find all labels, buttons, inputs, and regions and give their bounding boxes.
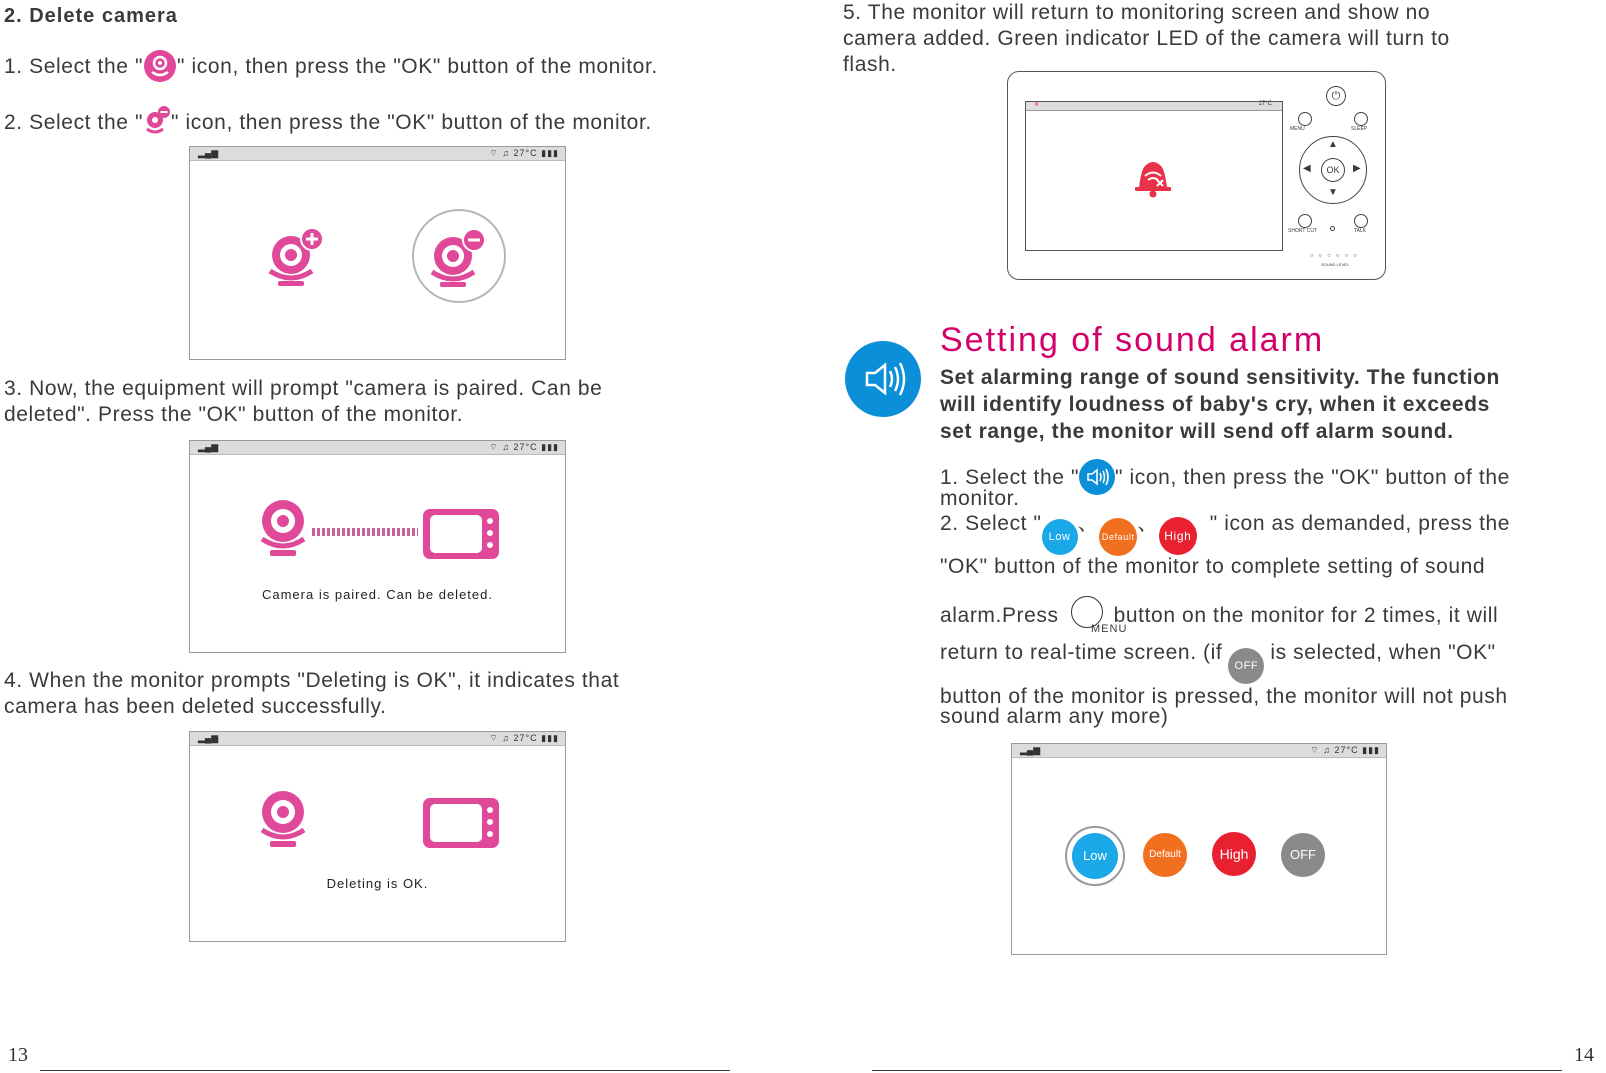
talk-button[interactable] [1354, 214, 1368, 228]
step-2-text [4, 105, 652, 136]
step-5-line-2: camera added. Green indicator LED of the camera will turn to [843, 27, 1450, 50]
status-bar [190, 147, 565, 161]
monitor-screen-paired [189, 440, 566, 653]
battery-icon: ▮▮▮ [541, 148, 559, 158]
step-3-line-2: deleted". Press the "OK" button of the monitor. [4, 403, 464, 426]
menu-label: MENU [1290, 126, 1305, 132]
section-title-sound-alarm: Setting of sound alarm [940, 321, 1325, 359]
camera-icon [258, 790, 308, 853]
sound-step-2-b: " icon as demanded, press the [1209, 512, 1511, 535]
step-5-line-1: 5. The monitor will return to monitoring screen and show no [843, 1, 1431, 24]
step-1-text [4, 50, 658, 82]
temperature: 27°C [513, 733, 538, 743]
step-4-line-1: 4. When the monitor prompts "Deleting is OK", it indicates that [4, 669, 620, 692]
arrow-down-icon[interactable]: ▼ [1328, 187, 1338, 198]
sound-step-2-line-3 [940, 596, 1498, 629]
talk-label: TALK [1354, 228, 1367, 234]
arrow-up-icon[interactable]: ▲ [1328, 139, 1338, 150]
low-button[interactable]: Low [1072, 833, 1118, 879]
deleted-caption: Deleting is OK. [326, 876, 429, 891]
sound-step-1-line-2: monitor. [940, 487, 1020, 510]
status-bar [1012, 744, 1386, 758]
pairing-link-icon [312, 528, 418, 536]
intro-paragraph [940, 364, 1500, 445]
default-button[interactable]: Default [1143, 833, 1187, 877]
music-icon: ♫ [1323, 745, 1331, 755]
temperature: 27°C [513, 442, 538, 452]
display-temp: 27°C [1258, 101, 1272, 107]
separator-2: 、 [1137, 512, 1159, 535]
sound-alarm-icon [845, 341, 921, 417]
ok-button[interactable]: OK [1321, 158, 1345, 182]
signal-icon: ▂▄▆ [198, 733, 219, 743]
low-option-icon: Low [1042, 519, 1078, 555]
status-bar [190, 441, 565, 455]
off-option-icon: OFF [1228, 648, 1264, 684]
status-bar [190, 732, 565, 746]
sound-step-1-a: 1. Select the " [940, 466, 1080, 489]
paired-caption: Camera is paired. Can be deleted. [261, 587, 493, 602]
footer-rule-right [872, 1070, 1562, 1071]
sound-step-2-l4b: is selected, when "OK" [1270, 641, 1496, 664]
high-option-icon: High [1159, 517, 1197, 555]
baby-monitor-device [1007, 71, 1386, 280]
intro-line-1: Set alarming range of sound sensitivity. The function [940, 366, 1500, 389]
monitor-screen-add-remove [189, 146, 566, 360]
sound-step-2-line-1 [940, 511, 1510, 556]
music-icon: ♫ [502, 442, 510, 452]
step-5-line-3: flash. [843, 53, 897, 76]
step-1-text-b: " icon, then press the "OK" button of the monitor. [177, 55, 658, 78]
sound-level-leds: ○○○○○○ [1310, 253, 1362, 259]
temperature: 27°C [1334, 745, 1359, 755]
display-status-bar [1026, 102, 1282, 111]
sound-step-2-l3a: alarm.Press [940, 604, 1059, 627]
step-1-text-a: 1. Select the " [4, 55, 144, 78]
sleep-button[interactable] [1354, 112, 1368, 126]
monitor-device-icon [421, 796, 501, 855]
speaker-icon [1079, 459, 1115, 495]
sound-step-2-l3b: button on the monitor for 2 times, it will [1113, 604, 1499, 627]
page-number-right: 14 [1574, 1044, 1594, 1066]
footer-rule-left [40, 1070, 730, 1071]
battery-icon: ▮▮▮ [1362, 745, 1380, 755]
camera-settings-icon [143, 50, 177, 82]
arrow-left-icon[interactable]: ◀ [1303, 163, 1311, 174]
off-button[interactable]: OFF [1281, 833, 1325, 877]
menu-button-label: MENU [1091, 623, 1128, 635]
wifi-icon: ⌔ [1310, 745, 1320, 755]
page-number-left: 13 [8, 1044, 28, 1066]
temperature: 27°C [513, 148, 538, 158]
wifi-icon: ⌔ [489, 442, 499, 452]
sound-level-label: SOUND LEVEL [1321, 262, 1350, 267]
shortcut-label: SHORT CUT [1288, 228, 1317, 234]
battery-icon: ▮▮▮ [541, 733, 559, 743]
sound-step-2-l4a: return to real-time screen. (if [940, 641, 1223, 664]
sound-step-2-line-5: button of the monitor is pressed, the monitor will not push [940, 685, 1508, 708]
direction-pad[interactable] [1299, 136, 1367, 204]
monitor-device-icon [421, 507, 501, 566]
intro-line-2: will identify loudness of baby's cry, when it exceeds [940, 393, 1490, 416]
remove-camera-button[interactable] [412, 209, 506, 303]
sound-step-2-line-4 [940, 640, 1496, 684]
step-2-text-b: " icon, then press the "OK" button of the monitor. [171, 111, 652, 134]
menu-button[interactable] [1298, 112, 1312, 126]
delete-camera-icon [143, 105, 171, 135]
shortcut-button[interactable] [1298, 214, 1312, 228]
power-button[interactable]: ⏻ [1326, 86, 1346, 106]
arrow-right-icon[interactable]: ▶ [1353, 163, 1361, 174]
high-button[interactable]: High [1212, 832, 1256, 876]
music-icon: ♫ [502, 148, 510, 158]
music-icon: ♫ [502, 733, 510, 743]
separator-1: 、 [1077, 512, 1100, 535]
section-heading-delete-camera: 2. Delete camera [4, 5, 178, 27]
sound-step-1-line-1 [940, 459, 1510, 495]
sound-step-2-a: 2. Select " [940, 512, 1042, 535]
sound-alarm-screen [1011, 743, 1387, 955]
signal-icon: ▂▄▆ [198, 442, 219, 452]
sound-step-2-line-6: sound alarm any more) [940, 705, 1169, 728]
step-3-line-1: 3. Now, the equipment will prompt "camera is paired. Can be [4, 377, 603, 400]
wifi-icon: ⌔ [489, 148, 499, 158]
sleep-label: SLEEP [1351, 126, 1368, 132]
monitor-screen-deleted [189, 731, 566, 942]
wifi-icon: ⌔ [489, 733, 499, 743]
mic-icon [1330, 226, 1335, 231]
camera-icon [258, 499, 308, 562]
signal-icon: ▂▄▆ [1020, 745, 1041, 755]
step-2-text-a: 2. Select the " [4, 111, 144, 134]
monitor-display [1025, 101, 1283, 251]
sound-step-2-line-2: "OK" button of the monitor to complete setting of sound [940, 555, 1486, 578]
signal-icon: ▂▄▆ [198, 148, 219, 158]
intro-line-3: set range, the monitor will send off alarm sound. [940, 420, 1454, 443]
step-4-line-2: camera has been deleted successfully. [4, 695, 387, 718]
battery-icon: ▮▮▮ [541, 442, 559, 452]
alarm-bell-icon [1133, 156, 1173, 203]
default-option-icon: Default [1099, 518, 1137, 556]
low-selection-ring [1065, 826, 1125, 886]
no-signal-icon: ✕ [1034, 102, 1040, 108]
add-camera-icon[interactable] [266, 221, 324, 292]
sound-step-1-b: " icon, then press the "OK" button of the [1115, 466, 1510, 489]
